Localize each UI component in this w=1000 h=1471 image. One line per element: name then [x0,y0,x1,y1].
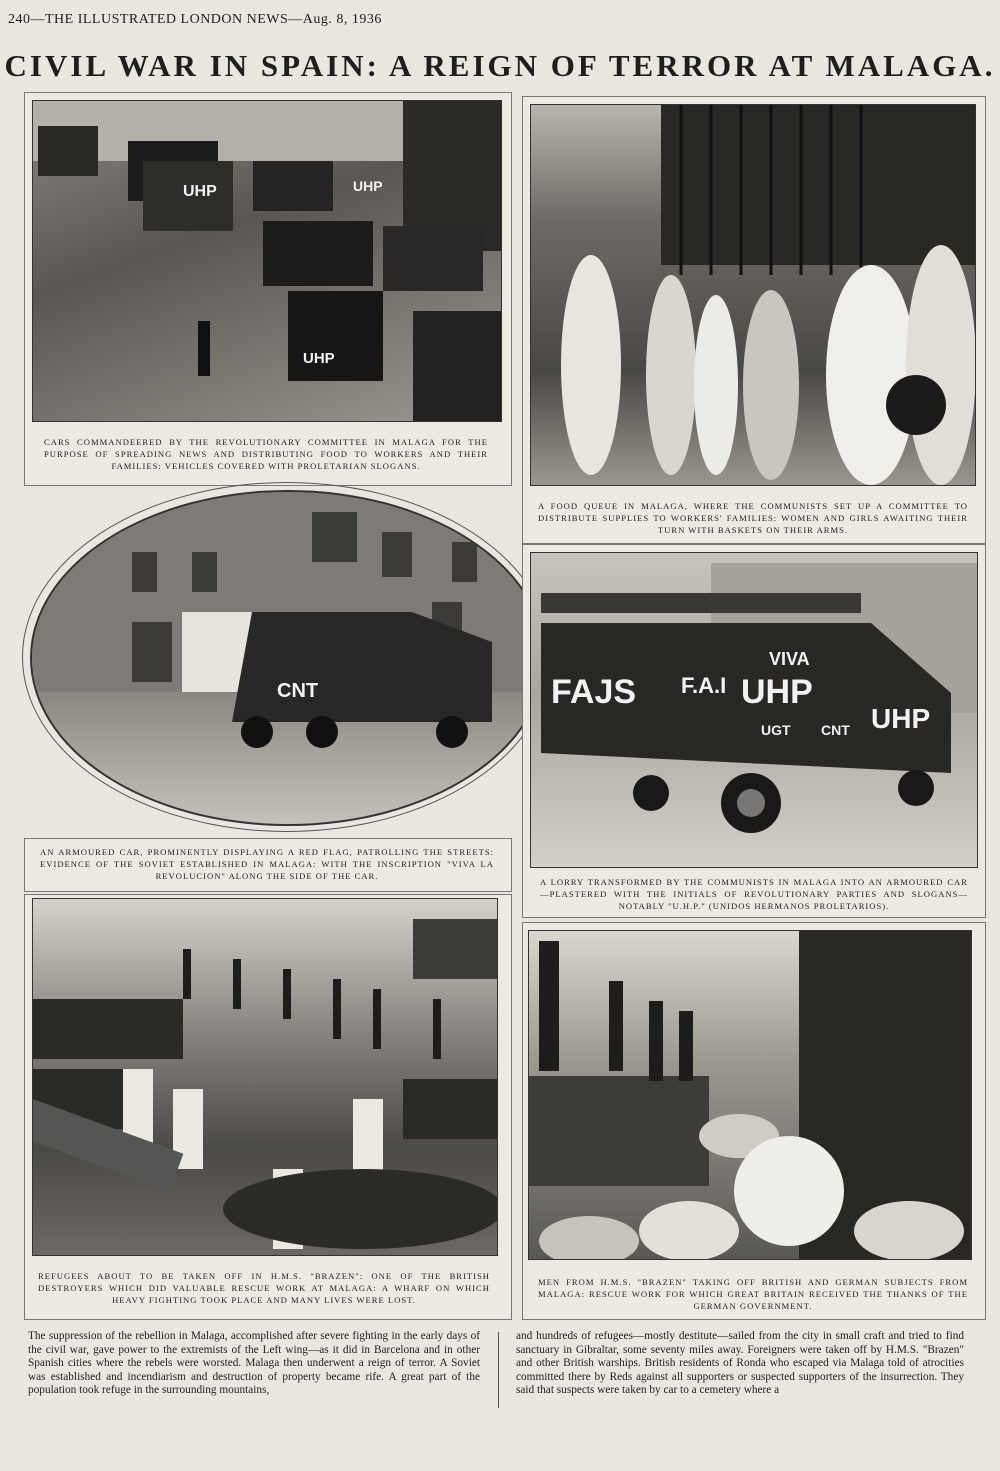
figure-shape [561,255,621,475]
car-shape [253,161,333,211]
armoured-car-illustration [32,492,544,824]
queue-illustration [531,105,975,485]
column-divider [498,1332,499,1408]
figure-shape [198,321,210,376]
car-shape [232,612,492,722]
photo-lorry [530,552,978,868]
figure-shape [649,1001,663,1081]
article-col-2: and hundreds of refugees—mostly destitute—sailed from the city in small craft and tried to find sanctuary in Gibraltar, some seventy miles away. Foreigners were taken off by H.M.S. "Brazen" and other British warships. British residents of Ronda who escaped via Malaga told of atrocities committed there by Reds against all supporters or suspected supporters of the insurrection. They said that suspects were taken by car to a cemetery where a [516,1330,964,1397]
figure-shape [694,295,738,475]
vehicle-label: UHP [871,703,931,734]
car-shape [383,226,483,291]
lorry-illustration [531,553,977,867]
figure-shape [333,979,341,1039]
photo-brazen [528,930,972,1260]
figure-shape [539,941,559,1071]
figure-shape [433,999,441,1059]
vehicle-label: UHP [353,178,383,194]
vehicle-label: CNT [277,680,319,702]
vehicle-label: UHP [303,350,335,367]
vehicle-label: UGT [761,722,791,738]
figure-shape [353,1099,383,1179]
car-shape [413,311,501,421]
article-col-1: The suppression of the rebellion in Malaga, accomplished after severe fighting in the early days of the civil war, gave power to the extremists of the Left wing—as it did in Barcelona and in other Spanish cities where the rebels were worsted. Malaga then underwent a reign of terror. A Soviet was established and incendiarism and destruction of property became rife. A great part of the population took refuge in the surrounding mountains, [28,1330,480,1397]
caption-cars: CARS COMMANDEERED BY THE REVOLUTIONARY COMMITTEE IN MALAGA FOR THE PURPOSE OF SPREADING NEWS AND DISTRIBUTING FOOD TO WORKERS AND THEIR FAMILIES: VEHICLES COVERED WITH PROLETARIAN SLOGANS. [44,437,488,471]
cars-illustration [33,101,501,421]
refugees-illustration [33,899,497,1255]
vehicle-label: UHP [183,183,217,200]
figure-shape [826,265,916,485]
brazen-illustration [529,931,971,1259]
car-shape [263,221,373,286]
figure-shape [183,949,191,999]
photo-refugees [32,898,498,1256]
vehicle-label: UHP [741,673,813,711]
vehicle-label: FAJS [551,673,637,711]
caption-armoured-car: AN ARMOURED CAR, PROMINENTLY DISPLAYING A RED FLAG, PATROLLING THE STREETS: EVIDENCE OF THE SOVIET ESTABLISHED IN MALAGA: WITH THE INSCRIPTION "VIVA LA REVOLUCION" ALONG THE SIDE OF THE CAR. [40,847,494,881]
figure-shape [906,245,975,485]
caption-lorry: A LORRY TRANSFORMED BY THE COMMUNISTS IN MALAGA INTO AN ARMOURED CAR—PLASTERED WITH THE INITIALS OF REVOLUTIONARY PARTIES AND SLOGANS—NOTABLY "U.H.P." (UNIDOS HERMANOS PROLETARIOS). [540,877,968,911]
caption-food-queue: A FOOD QUEUE IN MALAGA, WHERE THE COMMUNISTS SET UP A COMMITTEE TO DISTRIBUTE SUPPLIES TO WORKERS' FAMILIES: WOMEN AND GIRLS AWAITING THEIR TURN WITH BASKETS ON THEIR ARMS. [538,501,968,535]
figure-shape [734,1136,844,1246]
photo-cars [32,100,502,422]
figure-shape [609,981,623,1071]
caption-brazen: MEN FROM H.M.S. "BRAZEN" TAKING OFF BRITISH AND GERMAN SUBJECTS FROM MALAGA: RESCUE WORK FOR WHICH GREAT BRITAIN RECEIVED THE THANKS OF THE GERMAN GOVERNMENT. [538,1277,968,1311]
figure-shape [373,989,381,1049]
photo-food-queue [530,104,976,486]
caption-refugees: REFUGEES ABOUT TO BE TAKEN OFF IN H.M.S. "BRAZEN": ONE OF THE BRITISH DESTROYERS WHICH DID VALUABLE RESCUE WORK AT MALAGA: A WHARF ON WHICH HEAVY FIGHTING TOOK PLACE AND MANY LIVES WERE LOST. [38,1271,490,1305]
figure-shape [646,275,696,475]
photo-armoured-car [30,490,546,826]
vehicle-label: CNT [821,722,850,738]
page-header: 240—THE ILLUSTRATED LONDON NEWS—Aug. 8, 1936 [8,12,382,27]
car-shape [288,291,383,381]
figure-shape [886,375,946,435]
vehicle-label: VIVA [769,649,810,669]
car-shape [38,126,98,176]
figure-shape [283,969,291,1019]
vehicle-label: F.A.I [681,673,727,698]
figure-shape [743,290,799,480]
figure-shape [679,1011,693,1081]
figure-shape [233,959,241,1009]
headline: CIVIL WAR IN SPAIN: A REIGN OF TERROR AT MALAGA. [4,48,996,83]
